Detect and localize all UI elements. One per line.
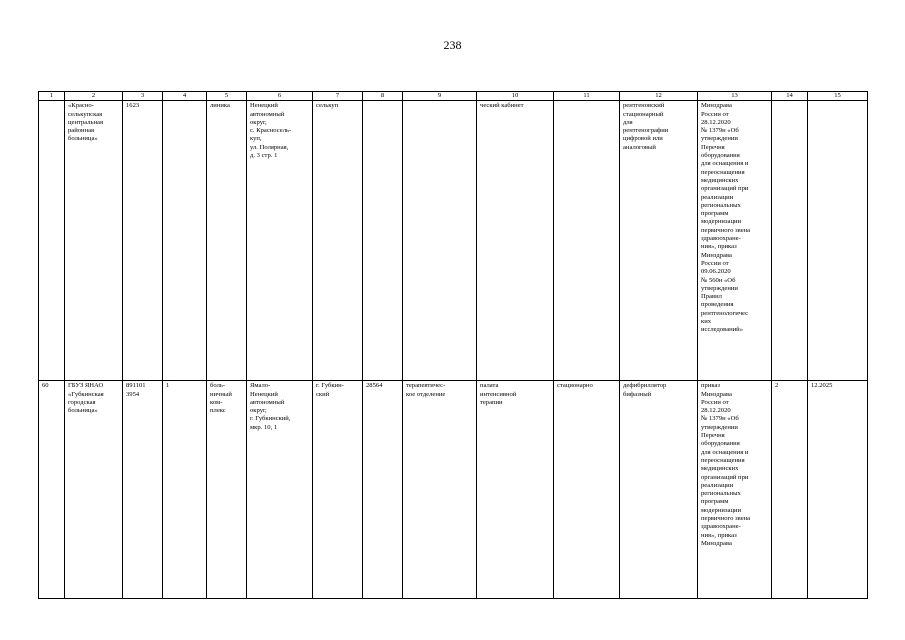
table-row [39, 101, 868, 381]
cell-deadline: 12.2025 [808, 381, 868, 599]
column-header-15: 15 [808, 92, 868, 101]
cell-deadline [808, 101, 868, 381]
column-header-4: 4 [163, 92, 207, 101]
cell-number [39, 101, 65, 381]
column-header-1: 1 [39, 92, 65, 101]
cell-care-condition [554, 101, 620, 381]
cell-unit: ческий кабинет [477, 101, 554, 381]
cell-department: терапевтичес- кое отделение [403, 381, 477, 599]
cell-unit: палата интенсивной терапии [477, 381, 554, 599]
cell-regulation: Минздрава России от 28.12.2020 № 1379н «Об утверждении Перечня оборудования для оснащения и переоснащения медицинских организаций при реализации региональных программ модернизации первичного звена здравоохране- ния», приказ Минздрава России от 09.06.2020 № 560н «Об утверждении Правил проведения рентгенологичес ких исследований» [698, 101, 772, 381]
cell-number: 60 [39, 381, 65, 599]
column-header-3: 3 [123, 92, 163, 101]
column-header-8: 8 [363, 92, 403, 101]
column-header-11: 11 [554, 92, 620, 101]
cell-quantity: 2 [772, 381, 808, 599]
column-header-5: 5 [207, 92, 247, 101]
cell-inn: 1623 [123, 101, 163, 381]
cell-organization: ГБУЗ ЯНАО «Губкинская городская больница» [65, 381, 123, 599]
cell-organization: «Красно- селькупская центральная районная больница» [65, 101, 123, 381]
cell-settlement: селькуп [313, 101, 363, 381]
table-header-row [39, 92, 868, 101]
cell-quantity [772, 101, 808, 381]
cell-care-condition: стационарно [554, 381, 620, 599]
cell-facility-type: боль- ничный ком- плекс [207, 381, 247, 599]
cell-department [403, 101, 477, 381]
cell-settlement: г. Губкин- ский [313, 381, 363, 599]
equipment-table [38, 91, 868, 599]
column-header-12: 12 [620, 92, 698, 101]
cell-col-4 [163, 101, 207, 381]
column-header-7: 7 [313, 92, 363, 101]
cell-regulation: приказ Минздрава России от 28.12.2020 № 1379н «Об утверждении Перечня оборудования для оснащения и переоснащения медицинских организаций при реализации региональных программ модернизации первичного звена здравоохране- ния», приказ Минздрава [698, 381, 772, 599]
column-header-14: 14 [772, 92, 808, 101]
column-header-9: 9 [403, 92, 477, 101]
column-header-6: 6 [247, 92, 313, 101]
table-row [39, 381, 868, 599]
cell-equipment: дефибриллятор бифазный [620, 381, 698, 599]
cell-col-4: 1 [163, 381, 207, 599]
cell-population: 28564 [363, 381, 403, 599]
cell-address: Ненецкий автономный округ, с. Красносель- куп, ул. Полярная, д. 3 стр. 1 [247, 101, 313, 381]
cell-equipment: рентгеновский стационарный для рентгенографии цифровой или аналоговый [620, 101, 698, 381]
column-header-2: 2 [65, 92, 123, 101]
cell-address: Ямало- Ненецкий автономный округ, г. Губкинский, мкр. 10, 1 [247, 381, 313, 599]
cell-inn: 891101 3954 [123, 381, 163, 599]
cell-facility-type: линика [207, 101, 247, 381]
cell-population [363, 101, 403, 381]
column-header-10: 10 [477, 92, 554, 101]
column-header-13: 13 [698, 92, 772, 101]
page-number: 238 [443, 38, 462, 52]
